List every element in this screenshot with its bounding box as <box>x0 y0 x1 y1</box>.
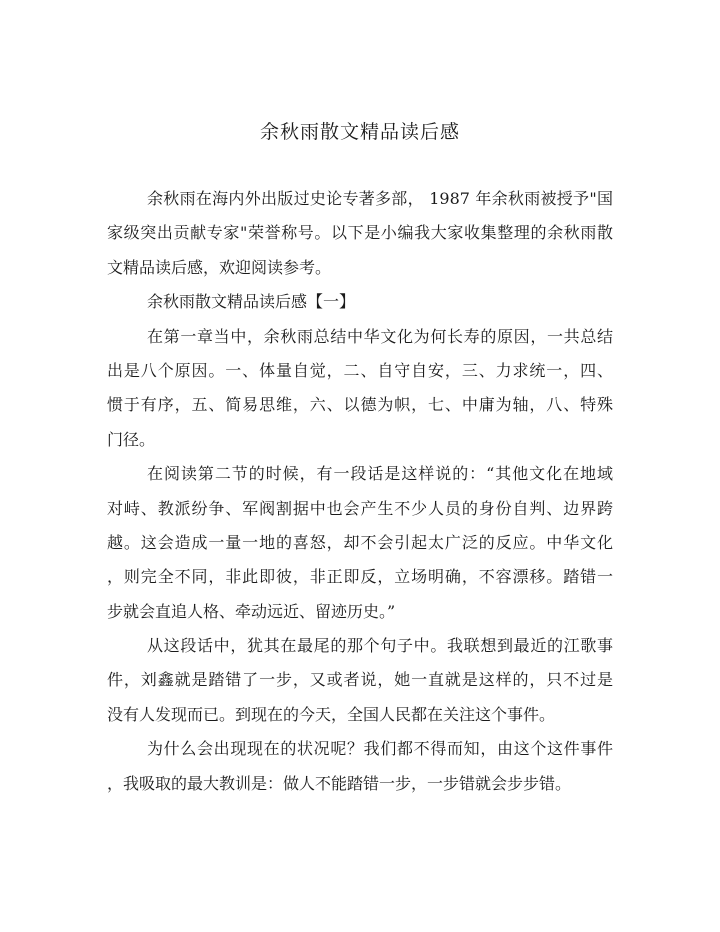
text-line: 文精品读后感，欢迎阅读参考。 <box>107 257 332 277</box>
text-line: 在阅读第二节的时候，有一段话是这样说的：“其他文化在地域 <box>147 464 613 484</box>
text-line: ，我吸取的最大教训是：做人不能踏错一步，一步错就会步步错。 <box>107 773 572 793</box>
text-line: 门径。 <box>107 429 156 449</box>
text-line: 在第一章当中，余秋雨总结中华文化为何长寿的原因，一共总结 <box>147 326 613 346</box>
text-line: 余秋雨在海内外出版过史论专著多部， 1987 年余秋雨被授予"国 <box>147 189 613 208</box>
text-line: 出是八个原因。一、体量自觉，二、自守自安，三、力求统一，四、 <box>107 360 613 380</box>
text-line: 为什么会出现现在的状况呢？我们都不得而知，由这个这件事件 <box>147 739 613 759</box>
text-line: 从这段话中，犹其在最尾的那个句子中。我联想到最近的江歌事 <box>147 636 613 656</box>
text-line: 步就会直追人格、牵动远近、留迹历史。” <box>107 601 396 621</box>
text-line: 没有人发现而已。到现在的今天，全国人民都在关注这个事件。 <box>107 704 556 724</box>
text-line: 越。这会造成一量一地的喜怒，却不会引起太广泛的反应。中华文化 <box>107 532 613 552</box>
text-line: 家级突出贡献专家"荣誉称号。以下是小编我大家收集整理的余秋雨散 <box>107 223 613 243</box>
text-line: 惯于有序，五、简易思维，六、以德为帜，七、中庸为轴，八、特殊 <box>107 395 613 415</box>
document-body <box>107 182 613 801</box>
text-line: 余秋雨散文精品读后感【一】 <box>147 292 356 312</box>
text-line: 对峙、教派纷争、军阀割据中也会产生不少人员的身份自判、边界跨 <box>107 498 613 518</box>
text-line: ，则完全不同，非此即彼，非正即反，立场明确，不容漂移。踏错一 <box>107 567 613 587</box>
text-line: 件，刘鑫就是踏错了一步，又或者说，她一直就是这样的，只不过是 <box>107 670 613 690</box>
document-title: 余秋雨散文精品读后感 <box>259 121 460 143</box>
